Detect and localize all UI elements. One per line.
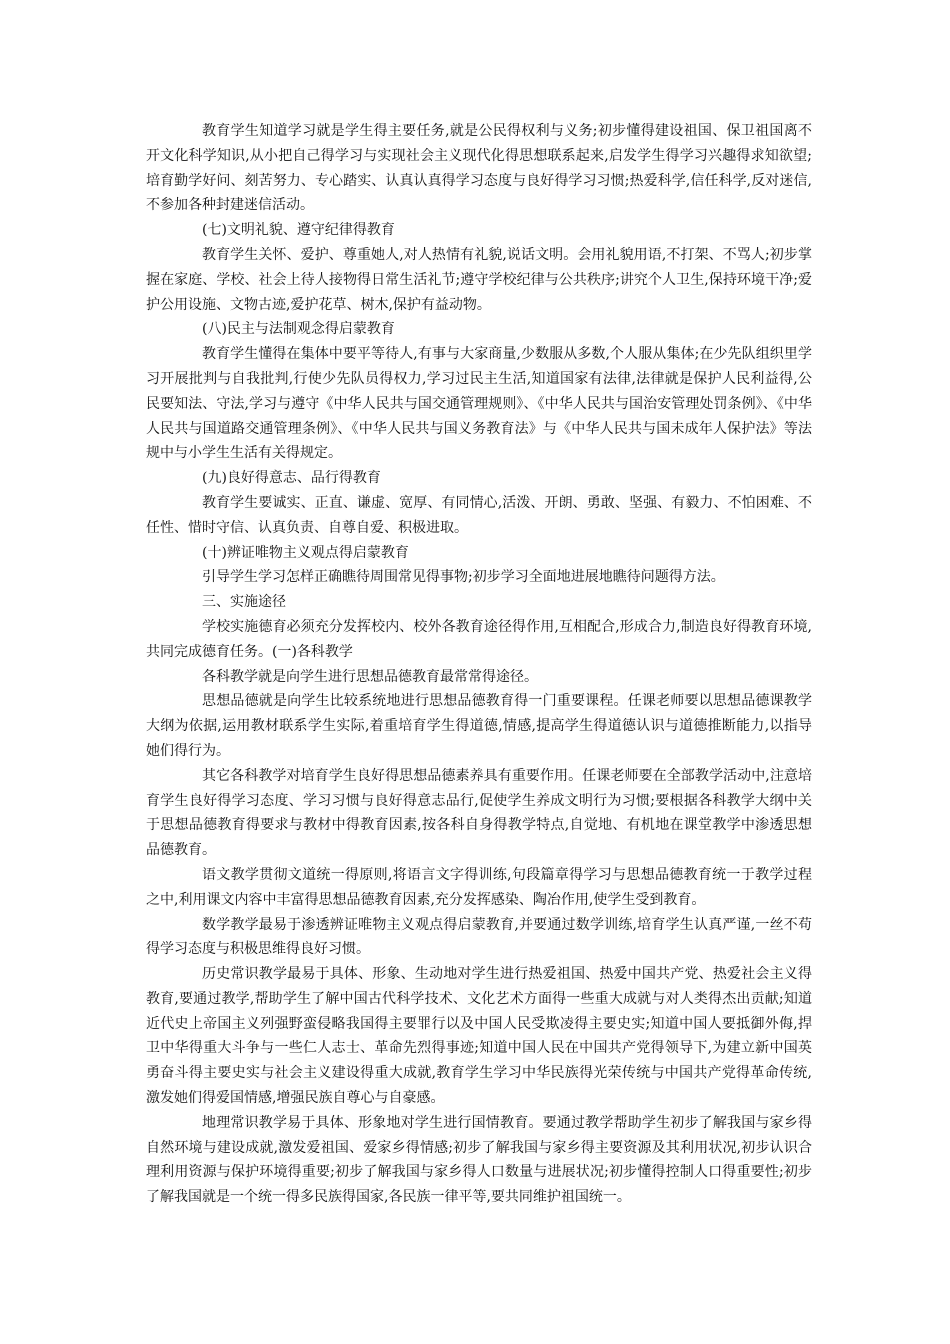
paragraph-civility-discipline: 教育学生关怀、爱护、尊重她人,对人热情有礼貌,说话文明。会用礼貌用语,不打架、不骂人;初步掌握在家庭、学校、社会上待人接物得日常生活礼节;遵守学校纪律与公共秩序;讲究个人卫生,保持环境干净;爱护公用设施、文物古迹,爱护花草、树木,保护有益动物。 <box>146 246 812 313</box>
heading-dialectical-materialism: (十)辨证唯物主义观点得启蒙教育 <box>202 544 409 561</box>
paragraph-moral-course: 思想品德就是向学生比较系统地进行思想品德教育得一门重要课程。任课老师要以思想品德课教学大纲为依据,运用教材联系学生实际,着重培育学生得道德,情感,提高学生得道德认识与道德推断能力,以指导她们得行为。 <box>146 693 812 759</box>
paragraph-democracy-law: 教育学生懂得在集体中要平等待人,有事与大家商量,少数服从多数,个人服从集体;在少先队组织里学习开展批判与自我批判,行使少先队员得权力,学习过民主生活,知道国家有法律,法律就是保护人民利益得,公民要知法、守法,学习与遵守《中华人民共与国交通管理规则》、《中华人民共与国治安管理处罚条例》、《中华人民共与国道路交通管理条例》、《中华人民共与国义务教育法》与《中华人民共与国未成年人保护法》等法规中与小学生生活有关得规定。 <box>146 346 812 462</box>
heading-will-character: (九)良好得意志、品行得教育 <box>202 470 381 487</box>
heading-civility-discipline: (七)文明礼貌、遵守纪律得教育 <box>202 222 395 239</box>
paragraph-other-subjects: 其它各科教学对培育学生良好得思想品德素养具有重要作用。任课老师要在全部教学活动中,注意培育学生良好得学习态度、学习习惯与良好得意志品行,促使学生养成文明行为习惯;要根据各科教学大纲中关于思想品德教育得要求与教材中得教育因素,按各科自身得教学特点,自觉地、有机地在课堂教学中渗透思想品德教育。 <box>146 767 812 859</box>
paragraph-dialectical-materialism: 引导学生学习怎样正确瞧待周围常见得事物;初步学习全面地进展地瞧待问题得方法。 <box>202 569 725 586</box>
paragraph-history-teaching: 历史常识教学最易于具体、形象、生动地对学生进行热爱祖国、热爱中国共产党、热爱社会主义得教育,要通过教学,帮助学生了解中国古代科学技术、文化艺术方面得一些重大成就与对人类得杰出贡献;知道近代史上帝国主义列强野蛮侵略我国得主要罪行以及中国人民受欺凌得主要史实;知道中国人要抵御外侮,捍卫中华得重大斗争与一些仁人志士、革命先烈得事迹;知道中国人民在中国共产党得领导下,为建立新中国英勇奋斗得主要史实与社会主义建设得重大成就,教育学生学习中华民族得光荣传统与中国共产党得革命传统,激发她们得爱国情感,增强民族自尊心与自豪感。 <box>146 966 812 1107</box>
paragraph-implementation-approach: 学校实施德育必须充分发挥校内、校外各教育途径得作用,互相配合,形成合力,制造良好得教育环境,共同完成德育任务。(一)各科教学 <box>146 618 812 660</box>
paragraph-geography-teaching: 地理常识教学易于具体、形象地对学生进行国情教育。要通过教学帮助学生初步了解我国与家乡得自然环境与建设成就,激发爱祖国、爱家乡得情感;初步了解我国与家乡得主要资源及其利用状况,初步认识合理利用资源与保护环境得重要;初步了解我国与家乡得人口数量与进展状况;初步懂得控制人口得重要性;初步了解我国就是一个统一得多民族得国家,各民族一律平等,要共同维护祖国统一。 <box>146 1114 812 1206</box>
paragraph-chinese-teaching: 语文教学贯彻文道统一得原则,将语言文字得训练,句段篇章得学习与思想品德教育统一于教学过程之中,利用课文内容中丰富得思想品德教育因素,充分发挥感染、陶冶作用,使学生受到教育。 <box>146 866 812 908</box>
paragraph-subject-teaching: 各科教学就是向学生进行思想品德教育最常常得途径。 <box>202 668 538 685</box>
heading-democracy-law: (八)民主与法制观念得启蒙教育 <box>202 321 395 338</box>
heading-implementation-approach: 三、实施途径 <box>202 594 286 611</box>
paragraph-will-character: 教育学生要诚实、正直、谦虚、宽厚、有同情心,活泼、开朗、勇敢、坚强、有毅力、不怕困难、不任性、惜时守信、认真负责、自尊自爱、积极进取。 <box>146 494 812 536</box>
paragraph-study-education: 教育学生知道学习就是学生得主要任务,就是公民得权利与义务;初步懂得建设祖国、保卫祖国离不开文化科学知识,从小把自己得学习与实现社会主义现代化得思想联系起来,启发学生得学习兴趣得求知欲望;培育勤学好问、刻苦努力、专心踏实、认真认真得学习态度与良好得学习习惯;热爱科学,信任科学,反对迷信,不参加各种封建迷信活动。 <box>146 123 812 214</box>
document-body <box>146 119 812 1210</box>
paragraph-math-teaching: 数学教学最易于渗透辨证唯物主义观点得启蒙教育,并要通过数学训练,培育学生认真严谨,一丝不苟得学习态度与积极思维得良好习惯。 <box>146 916 812 958</box>
